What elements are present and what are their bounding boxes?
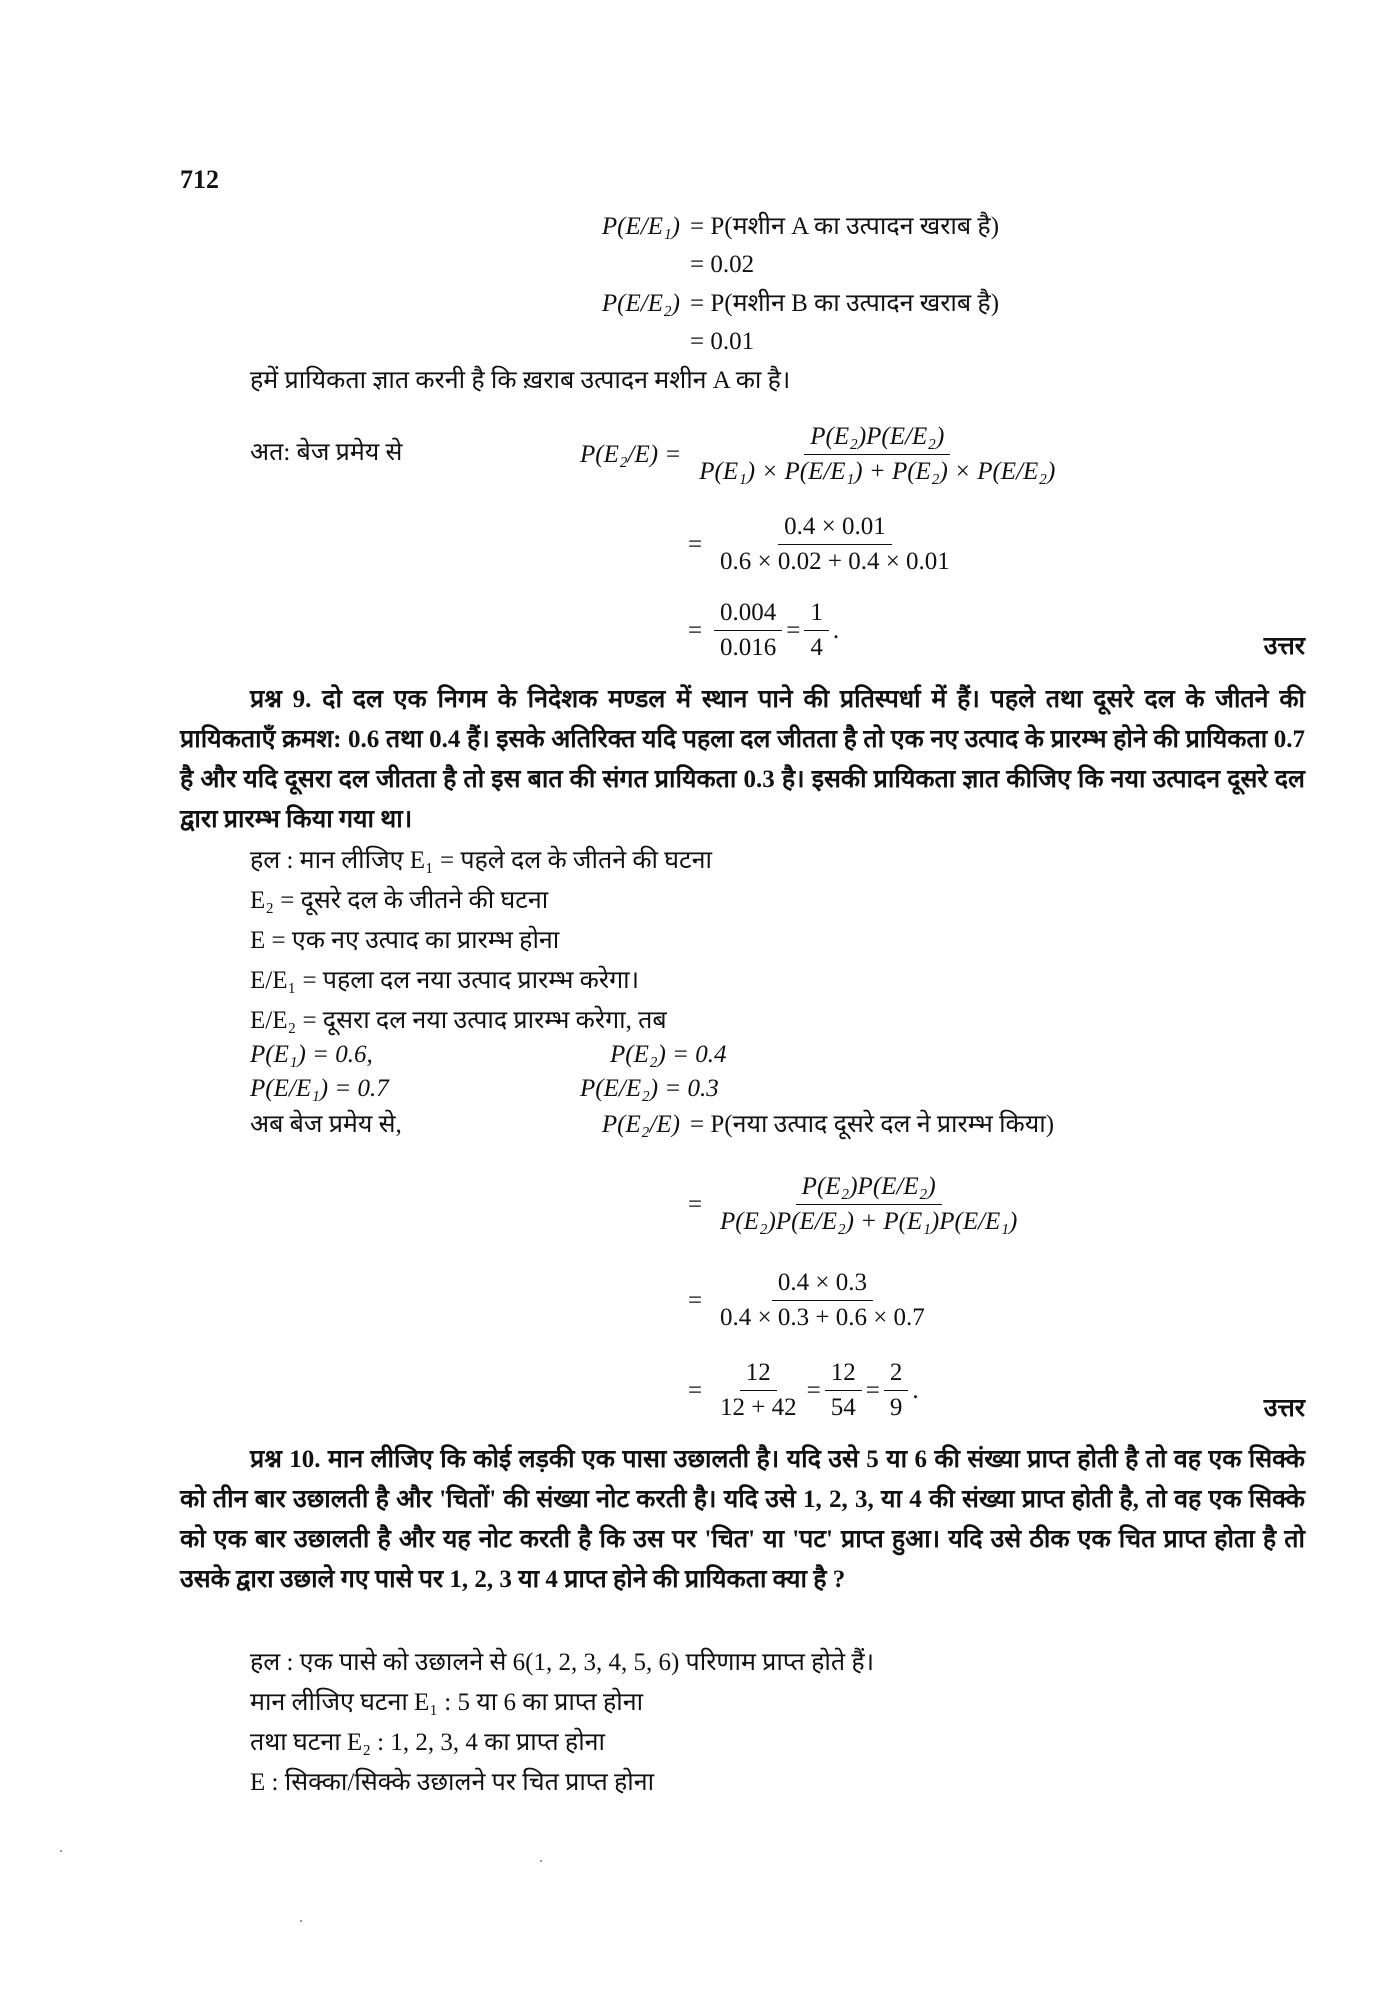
- scan-speck: [540, 1860, 542, 1862]
- intro-fraction-1: [693, 422, 1061, 487]
- intro-step-2: [680, 512, 960, 577]
- q9-solution-line-2: E₂ = दूसरे दल के जीतने की घटना: [250, 887, 549, 914]
- intro-fraction-3b: [804, 598, 829, 663]
- fraction-denominator: 9: [889, 1394, 903, 1421]
- q10-solution-line-3: तथा घटना E₂ : 1, 2, 3, 4 का प्राप्त होना: [250, 1729, 606, 1756]
- q9-p-e-e2: P(E/E₂) = 0.3: [580, 1075, 719, 1102]
- equals-sign: =: [687, 1376, 703, 1404]
- q9-bayes-lhs: P(E₂/E): [601, 1111, 680, 1138]
- q9-solution-line-3: E = एक नए उत्पाद का प्रारम्भ होना: [250, 927, 560, 954]
- fraction-numerator: 0.004: [714, 598, 782, 631]
- q9-solution-line-5: E/E₂ = दूसरा दल नया उत्पाद प्रारम्भ करेगा, तब: [250, 1007, 667, 1034]
- q9-step-3: [680, 1358, 919, 1423]
- fraction-numerator: P(E₂)P(E/E₂): [804, 422, 950, 455]
- intro-rhs-1: = P(मशीन A का उत्पादन खराब है): [690, 213, 1000, 240]
- q9-fraction-3b: [825, 1358, 862, 1423]
- intro-fraction-3a: [714, 598, 782, 663]
- intro-rhs-3: = P(मशीन B का उत्पादन खराब है): [690, 290, 1000, 317]
- q9-p-e1: P(E₁) = 0.6,: [250, 1041, 373, 1068]
- fraction-denominator: 4: [810, 634, 823, 661]
- answer-label-intro: उत्तर: [1263, 633, 1305, 660]
- page-number: 712: [180, 165, 219, 194]
- q9-fraction-2: [714, 1268, 931, 1333]
- answer-label-q9: उत्तर: [1263, 1395, 1305, 1422]
- fraction-numerator: 12: [740, 1358, 777, 1391]
- equals-sign: =: [687, 1286, 703, 1314]
- fraction-denominator: 12 + 42: [720, 1394, 797, 1421]
- question-10-text: प्रश्न 10. मान लीजिए कि कोई लड़की एक पासा उछालती है। यदि उसे 5 या 6 की संख्या प्राप्त होती है तो वह एक सिक्के को तीन बार उछालती है और 'चितों' की संख्या नोट करती है। यदि उसे 1, 2, 3, या 4 की संख्या प्राप्त होती है, तो वह एक सिक्के को एक बार उछालती है और यह नोट करती है कि उस पर 'चित' या 'पट' प्राप्त हुआ। यदि उसे ठीक एक चित प्राप्त होता है तो उसके द्वारा उछाले गए पासे पर 1, 2, 3 या 4 प्राप्त होने की प्रायिकता क्या है ?: [180, 1446, 1305, 1593]
- q9-p-e-e1: P(E/E₁) = 0.7: [250, 1075, 389, 1102]
- intro-bayes-label: अत: बेज प्रमेय से: [250, 439, 403, 466]
- q9-step-1: [680, 1172, 1027, 1237]
- fraction-denominator: 54: [830, 1394, 856, 1421]
- fraction-numerator: 0.4 × 0.01: [778, 512, 892, 545]
- fraction-numerator: P(E₂)P(E/E₂): [796, 1172, 942, 1205]
- q10-solution-line-2: मान लीजिए घटना E₁ : 5 या 6 का प्राप्त होना: [250, 1689, 644, 1716]
- intro-bayes-formula: [580, 422, 1065, 487]
- q9-fraction-3c: [884, 1358, 909, 1423]
- q10-solution-line-1: हल : एक पासे को उछालने से 6(1, 2, 3, 4, 5, 6) परिणाम प्राप्त होते हैं।: [250, 1649, 875, 1676]
- fraction-denominator: 0.6 × 0.02 + 0.4 × 0.01: [720, 548, 950, 575]
- fraction-numerator: 12: [825, 1358, 862, 1391]
- q10-solution-line-4: E : सिक्का/सिक्के उछालने पर चित प्राप्त होना: [250, 1769, 655, 1796]
- intro-rhs-4: = 0.01: [690, 328, 755, 355]
- intro-statement: हमें प्रायिकता ज्ञात करनी है कि ख़राब उत्पादन मशीन A का है।: [250, 367, 791, 394]
- intro-lhs-3: P(E/E₂): [601, 290, 680, 317]
- intro-rhs-2: = 0.02: [690, 251, 755, 278]
- intro-step-3: [680, 598, 839, 663]
- q9-bayes-rhs: = P(नया उत्पाद दूसरे दल ने प्रारम्भ किया): [690, 1111, 1055, 1138]
- q9-p-e2: P(E₂) = 0.4: [610, 1041, 727, 1068]
- equals-sign: =: [865, 1376, 880, 1404]
- question-9-text: प्रश्न 9. दो दल एक निगम के निदेशक मण्डल में स्थान पाने की प्रतिस्पर्धा में हैं। पहले तथा दूसरे दल के जीतने की प्रायिकताएँ क्रमश: 0.6 तथा 0.4 हैं। इसके अतिरिक्त यदि पहला दल जीतता है तो एक नए उत्पाद के प्रारम्भ होने की प्रायिकता 0.7 है और यदि दूसरा दल जीतता है तो इस बात की संगत प्रायिकता 0.3 है। इसकी प्रायिकता ज्ञात कीजिए कि नया उत्पादन दूसरे दल द्वारा प्रारम्भ किया गया था।: [180, 686, 1305, 833]
- q9-fraction-3a: [714, 1358, 803, 1423]
- q9-step-2: [680, 1268, 935, 1333]
- q9-solution-line-4: E/E₁ = पहला दल नया उत्पाद प्रारम्भ करेगा।: [250, 967, 640, 994]
- equals-sign: =: [687, 1190, 703, 1218]
- fraction-numerator: 2: [884, 1358, 909, 1391]
- q9-fraction-1: [714, 1172, 1023, 1237]
- intro-lhs-1: P(E/E₁): [601, 213, 680, 240]
- intro-bayes-lhs: P(E₂/E) =: [580, 440, 682, 468]
- q9-bayes-label: अब बेज प्रमेय से,: [250, 1111, 402, 1138]
- fraction-numerator: 0.4 × 0.3: [772, 1268, 873, 1301]
- equals-sign: =: [687, 530, 703, 558]
- equals-sign: =: [786, 616, 801, 644]
- fraction-denominator: 0.4 × 0.3 + 0.6 × 0.7: [720, 1304, 925, 1331]
- fraction-denominator: 0.016: [720, 634, 777, 661]
- equals-sign: =: [806, 1376, 821, 1404]
- fraction-denominator: P(E₂)P(E/E₂) + P(E₁)P(E/E₁): [720, 1208, 1018, 1235]
- fraction-denominator: P(E₁) × P(E/E₁) + P(E₂) × P(E/E₂): [699, 458, 1056, 485]
- period: .: [832, 616, 840, 644]
- fraction-numerator: 1: [804, 598, 829, 631]
- period: .: [912, 1376, 919, 1404]
- q9-solution-line-1: हल : मान लीजिए E₁ = पहले दल के जीतने की घटना: [250, 847, 712, 874]
- scan-speck: [300, 1920, 302, 1922]
- equals-sign: =: [687, 616, 703, 644]
- intro-fraction-2: [714, 512, 956, 577]
- scan-speck: [60, 1850, 62, 1852]
